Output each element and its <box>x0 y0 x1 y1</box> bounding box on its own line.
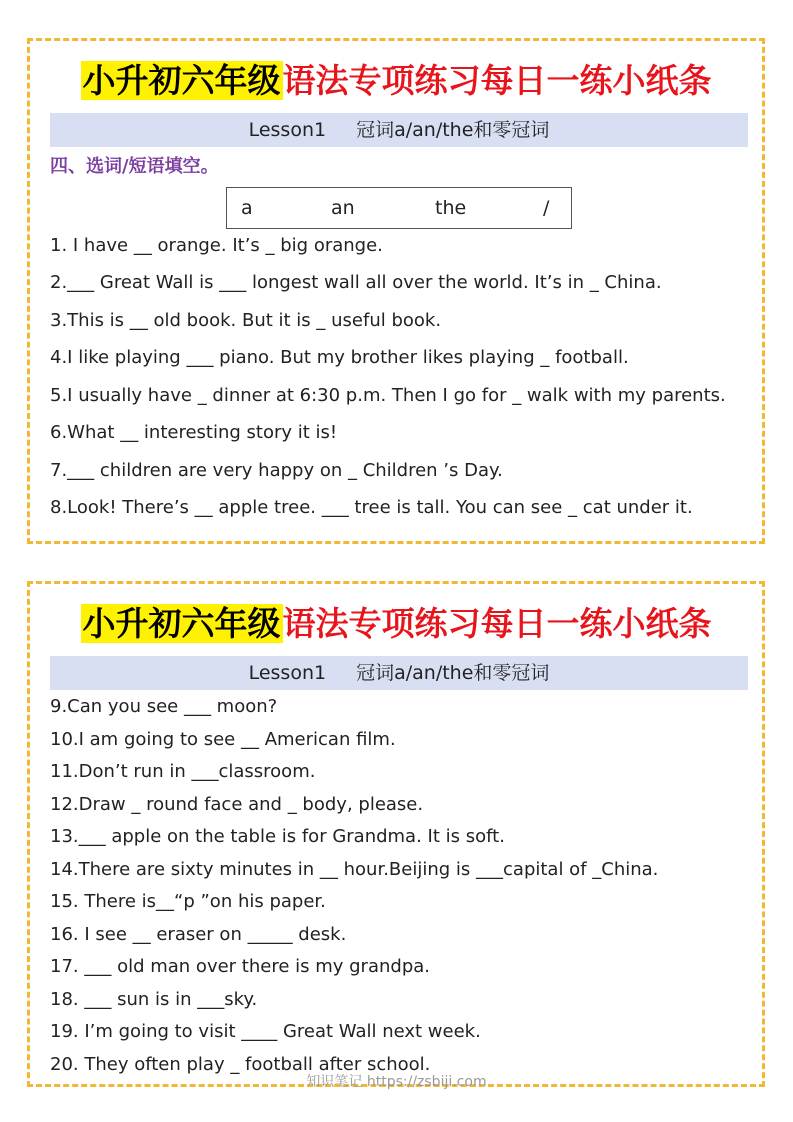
question-7: 7.___ children are very happy on _ Children ’s Day. <box>50 460 503 481</box>
word-bank-item: a <box>241 197 253 219</box>
question-13: 13.___ apple on the table is for Grandma. It is soft. <box>50 826 505 847</box>
word-bank-item: / <box>543 197 550 219</box>
question-20: 20. They often play _ football after school. <box>50 1054 431 1075</box>
question-11: 11.Don’t run in ___classroom. <box>50 761 316 782</box>
word-bank-item: an <box>331 197 355 219</box>
card-title <box>30 598 762 645</box>
question-10: 10.I am going to see __ American film. <box>50 729 396 750</box>
question-6: 6.What __ interesting story it is! <box>50 422 338 443</box>
title-highlight: 小升初六年级 <box>82 61 281 100</box>
question-4: 4.I like playing ___ piano. But my brother likes playing _ football. <box>50 347 629 368</box>
lesson-label: Lesson1 <box>248 119 327 141</box>
lesson-topic: 冠词a/an/the和零冠词 <box>356 662 550 684</box>
word-bank-item: the <box>435 197 467 219</box>
question-14: 14.There are sixty minutes in __ hour.Beijing is ___capital of _China. <box>50 859 659 880</box>
practice-card-2 <box>27 581 765 1087</box>
question-9: 9.Can you see ___ moon? <box>50 696 278 717</box>
title-rest: 语法专项练习每日一练小纸条 <box>282 604 712 643</box>
lesson-banner <box>50 656 748 690</box>
question-15: 15. There is__“p ”on his paper. <box>50 891 326 912</box>
question-2: 2.___ Great Wall is ___ longest wall all over the world. It’s in _ China. <box>50 272 662 293</box>
question-3: 3.This is __ old book. But it is _ useful book. <box>50 310 442 331</box>
question-5: 5.I usually have _ dinner at 6:30 p.m. Then I go for _ walk with my parents. <box>50 385 726 406</box>
practice-card-1 <box>27 38 765 544</box>
question-1: 1. I have __ orange. It’s _ big orange. <box>50 235 383 256</box>
question-8: 8.Look! There’s __ apple tree. ___ tree is tall. You can see _ cat under it. <box>50 497 693 518</box>
section-heading: 四、选词/短语填空。 <box>50 156 219 177</box>
question-18: 18. ___ sun is in ___sky. <box>50 989 258 1010</box>
title-highlight: 小升初六年级 <box>82 604 281 643</box>
question-19: 19. I’m going to visit ____ Great Wall next week. <box>50 1021 481 1042</box>
question-12: 12.Draw _ round face and _ body, please. <box>50 794 424 815</box>
card-title <box>30 55 762 102</box>
watermark: 知识笔记 https://zsbiji.com <box>306 1074 487 1090</box>
lesson-label: Lesson1 <box>248 662 327 684</box>
question-17: 17. ___ old man over there is my grandpa. <box>50 956 431 977</box>
word-bank <box>226 187 572 229</box>
lesson-topic: 冠词a/an/the和零冠词 <box>356 119 550 141</box>
lesson-banner <box>50 113 748 147</box>
question-16: 16. I see __ eraser on _____ desk. <box>50 924 347 945</box>
title-rest: 语法专项练习每日一练小纸条 <box>282 61 712 100</box>
